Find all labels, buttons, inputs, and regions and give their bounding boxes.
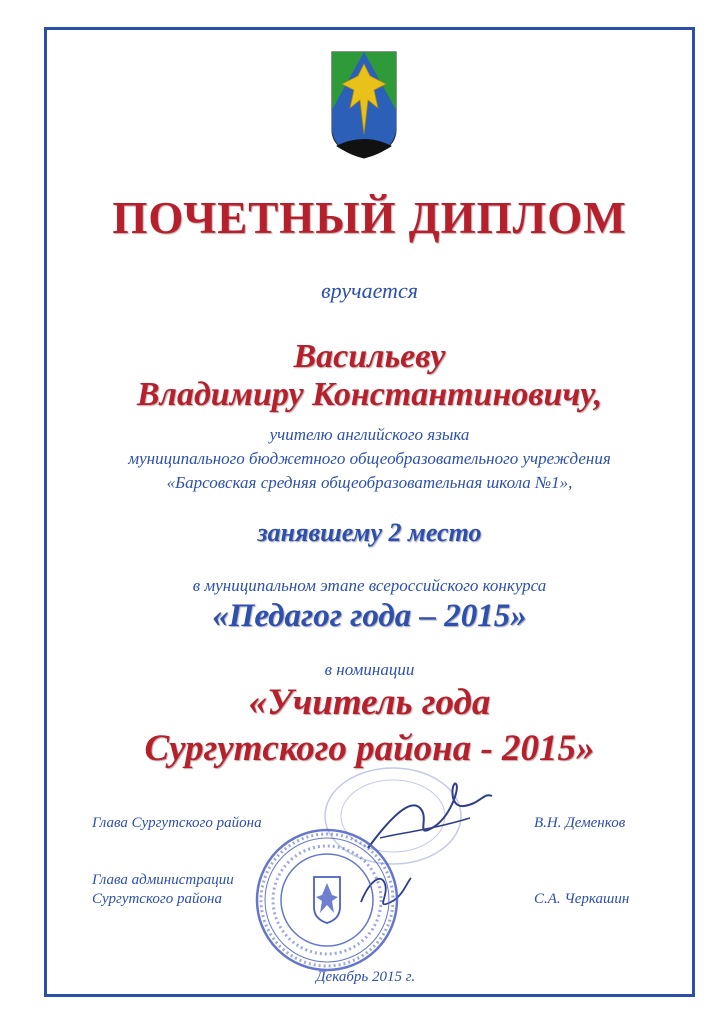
awarded-label: вручается bbox=[321, 278, 418, 303]
diploma-title: ПОЧЕТНЫЙ ДИПЛОМ bbox=[112, 193, 627, 243]
nomination-line-2: Сургутского района - 2015» bbox=[144, 728, 595, 769]
nomination-line-1: «Учитель года bbox=[248, 682, 491, 723]
issue-date: Декабрь 2015 г. bbox=[316, 969, 416, 985]
head-name: В.Н. Деменков bbox=[534, 815, 626, 831]
nomination-label: в номинации bbox=[324, 660, 415, 679]
recipient-surname: Васильеву bbox=[293, 338, 446, 375]
admin-name: С.А. Черкашин bbox=[534, 891, 630, 907]
position-line-1: учителю английского языка bbox=[269, 425, 470, 444]
recipient-given-names: Владимиру Константиновичу, bbox=[136, 376, 603, 413]
round-seal-stamp bbox=[252, 825, 402, 975]
place-text: занявшему 2 место bbox=[257, 518, 482, 547]
admin-title-line-1: Глава администрации bbox=[92, 872, 234, 888]
position-line-2: муниципального бюджетного общеобразовательного учреждения bbox=[128, 449, 611, 468]
admin-title-line-2: Сургутского района bbox=[92, 891, 222, 907]
stage-text: в муниципальном этапе всероссийского конкурса bbox=[192, 576, 547, 595]
coat-of-arms-emblem bbox=[330, 50, 398, 160]
head-title: Глава Сургутского района bbox=[92, 815, 262, 831]
position-line-3: «Барсовская средняя общеобразовательная школа №1», bbox=[166, 473, 573, 492]
contest-name: «Педагог года – 2015» bbox=[212, 598, 527, 634]
